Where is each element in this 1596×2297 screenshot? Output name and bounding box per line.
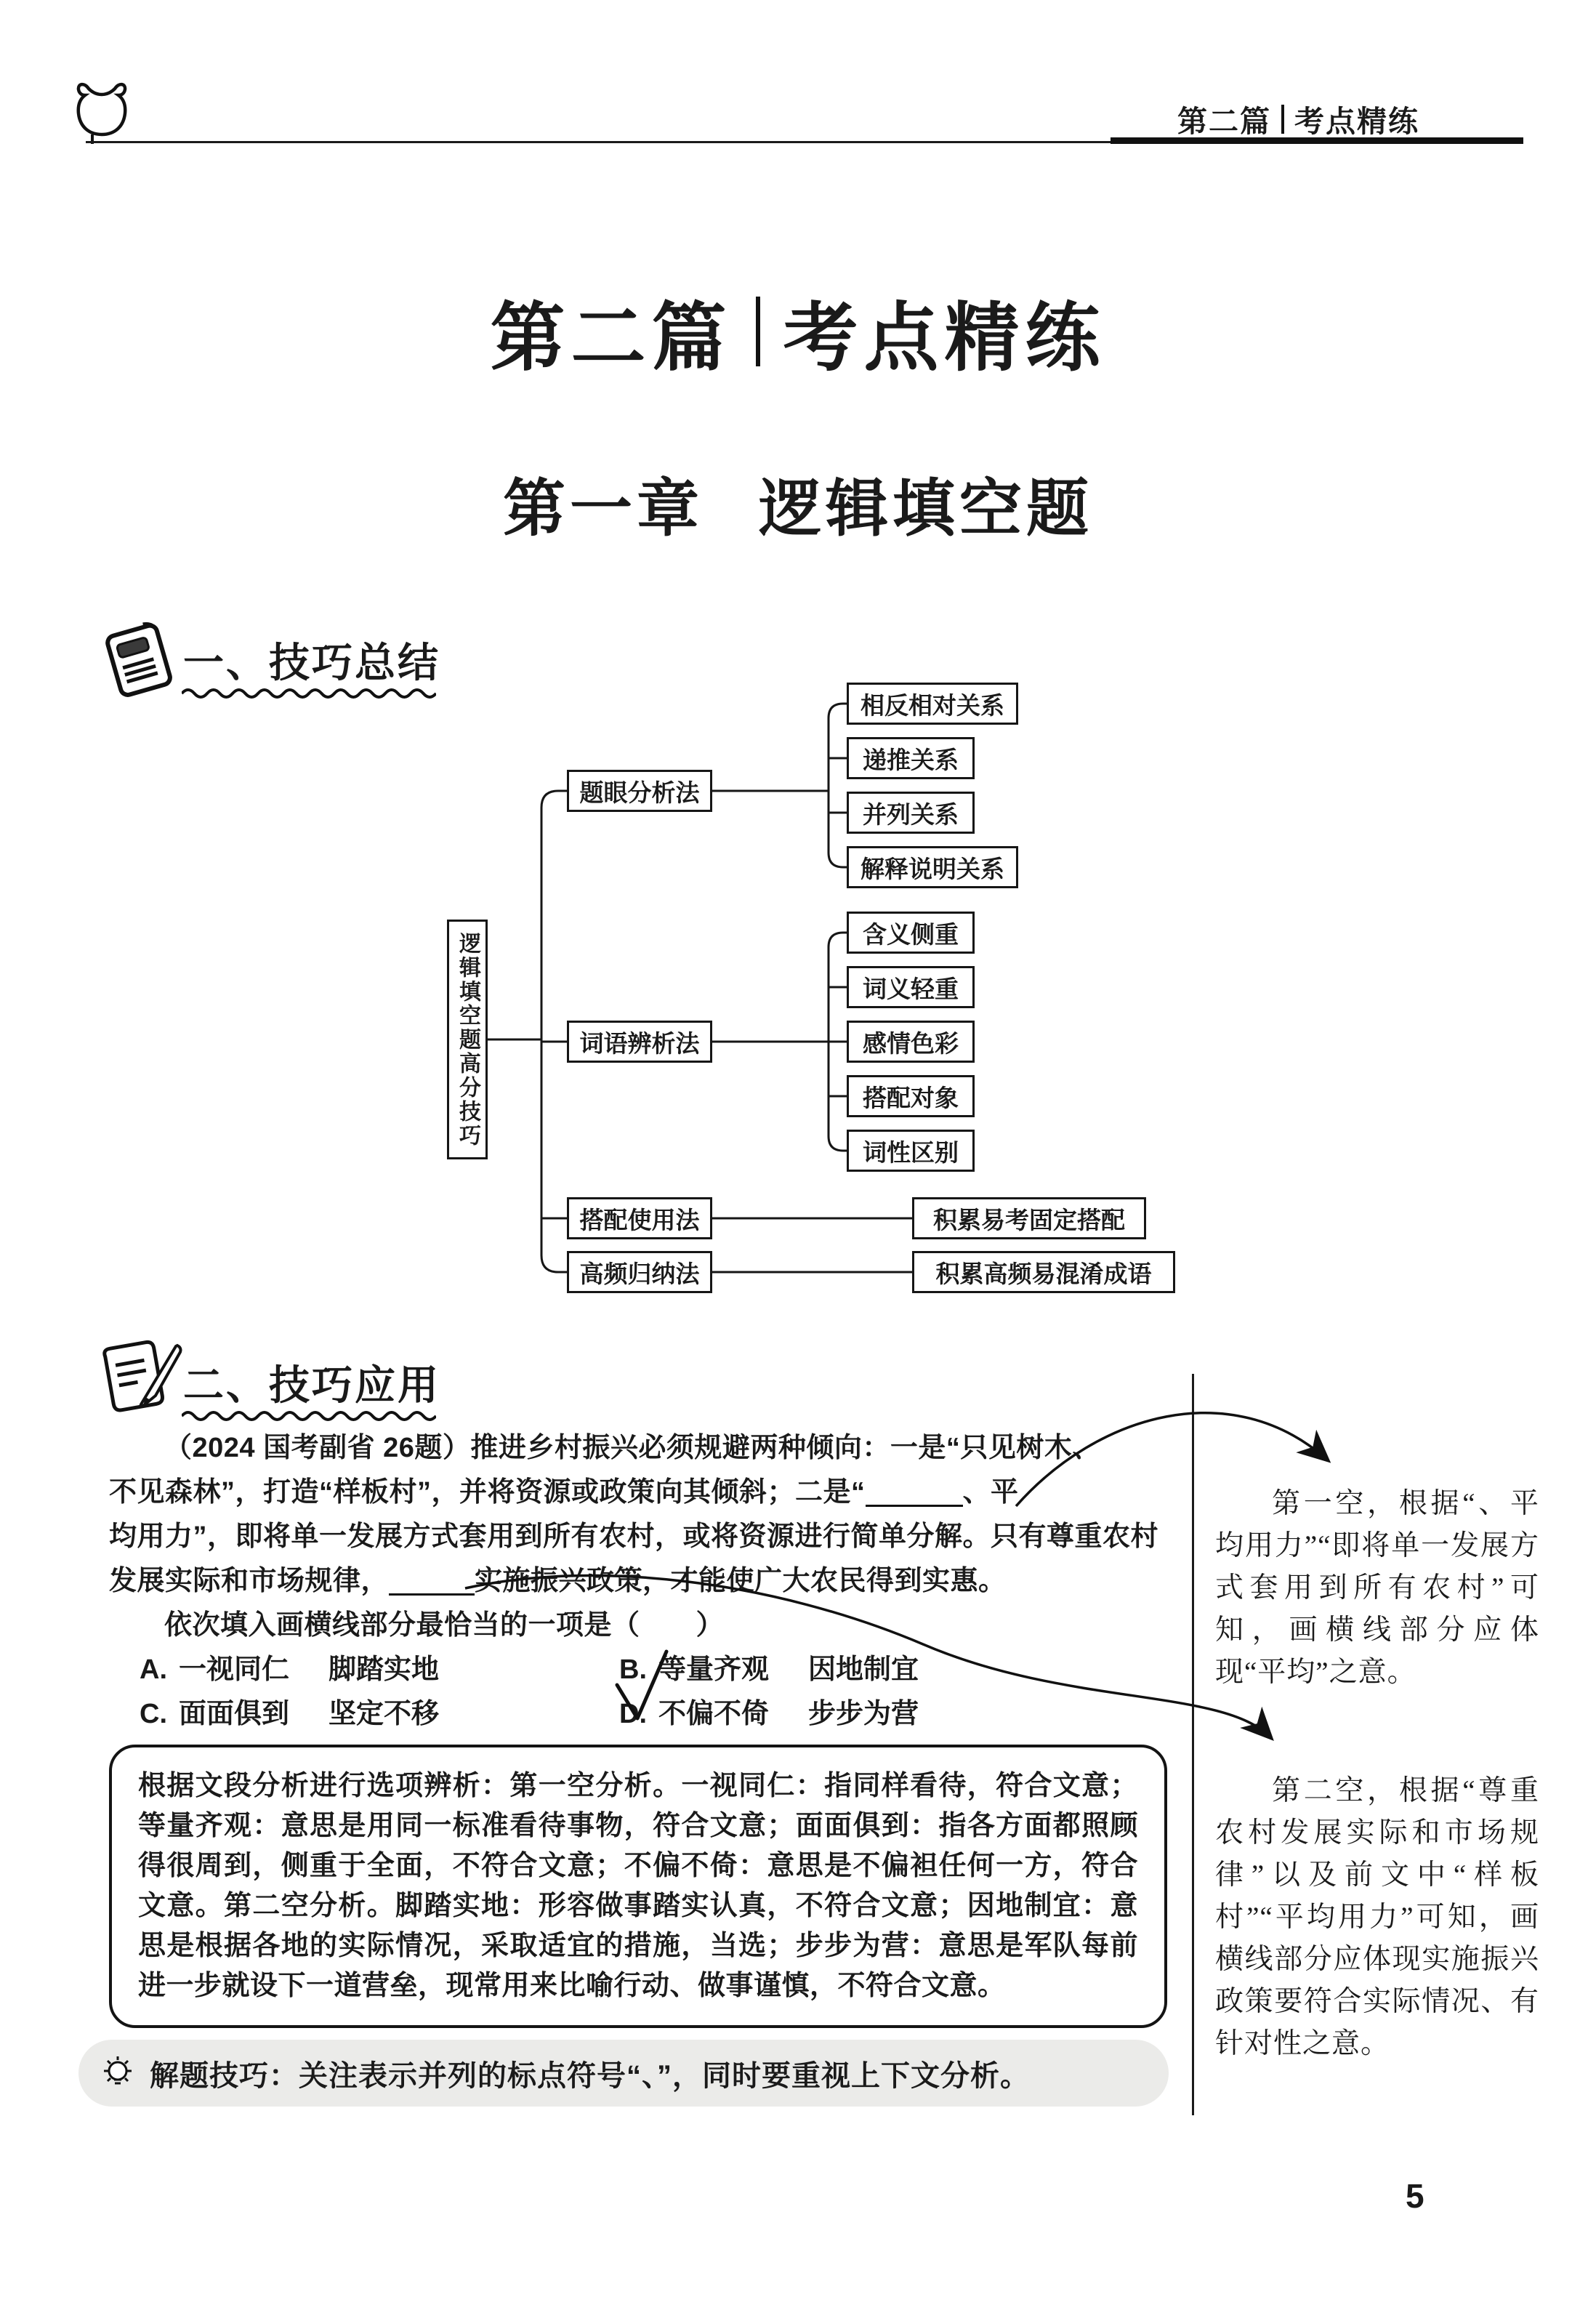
mindmap-leaf: 积累易考固定搭配 (912, 1197, 1146, 1239)
section2-wavy-underline (182, 1409, 436, 1423)
mindmap-leaf: 含义侧重 (847, 912, 975, 954)
running-head (1177, 97, 1419, 140)
tip-box (78, 2040, 1169, 2107)
margin-note-2: 第二空，根据“尊重农村发展实际和市场规律”以及前文中“样板村”“平均用力”可知，画横线部分应体现实施振兴政策要符合实际情况、有针对性之意。 (1215, 1775, 1539, 2059)
mindmap-branch: 题眼分析法 (567, 770, 712, 812)
mindmap-leaf: 并列关系 (847, 792, 975, 834)
page-ornament-icon (73, 79, 131, 145)
notebook-icon (96, 616, 183, 704)
mindmap-branch: 词语辨析法 (567, 1021, 712, 1063)
part-title (0, 278, 1596, 385)
pencil-note-icon (94, 1336, 185, 1420)
section1-wavy-underline (182, 686, 436, 701)
header-rule-thin (86, 141, 1112, 143)
mindmap-leaf: 相反相对关系 (847, 683, 1018, 725)
running-head-name: 考点精练 (1294, 105, 1419, 138)
blank-underline-1 (866, 1474, 963, 1507)
page-number: 5 (1406, 2177, 1424, 2215)
question-line: （2024 国考副省 26题）推进乡村振兴必须规避两种倾向：一是“只见树木、 (164, 1433, 1100, 1463)
question-prompt: 依次填入画横线部分最恰当的一项是（ ） (164, 1610, 725, 1641)
chapter-number: 第一章 (503, 474, 704, 544)
option-d: D. 不偏不倚 步步为营 (619, 1699, 919, 1729)
question-line: 不见森林”，打造“样板村”，并将资源或政策向其倾斜；二是“ 、平 (109, 1471, 1164, 1515)
section2-heading: 二、技巧应用 (183, 1362, 440, 1408)
option-a: A. 一视同仁 脚踏实地 (140, 1654, 440, 1685)
part-title-section: 第二篇 (490, 296, 733, 379)
chapter-title (0, 458, 1596, 548)
question-line: 发展实际和市场规律， 实施振兴政策，才能使广大农民得到实惠。 (109, 1559, 1164, 1604)
mindmap-leaf: 词性区别 (847, 1130, 975, 1172)
margin-note-1: 第一空，根据“、平均用力”“即将单一发展方式套用到所有农村”可知，画横线部分应体现“平均”之意。 (1215, 1488, 1539, 1688)
mindmap-branch: 搭配使用法 (567, 1197, 712, 1239)
lightbulb-icon (97, 2053, 138, 2093)
analysis-text: 根据文段分析进行选项辨析：第一空分析。一视同仁：指同样看待，符合文意；等量齐观：意思是用同一标准看待事物，符合文意；面面俱到：指各方面都照顾得很周到，侧重于全面，不符合文意；不偏不倚：意思是不偏袒任何一方，符合文意。第二空分析。脚踏实地：形容做事踏实认真，不符合文意；因地制宜：意思是根据各地的实际情况，采取适宜的措施，当选；步步为营：意思是军队每前进一步就设下一道营垒，现常用来比喻行动、做事谨慎，不符合文意。 (138, 1771, 1138, 2001)
margin-divider (1192, 1374, 1194, 2115)
mindmap-leaf: 搭配对象 (847, 1075, 975, 1117)
part-title-divider (756, 297, 760, 366)
mindmap-leaf: 递推关系 (847, 737, 975, 779)
blank-underline-2 (389, 1563, 475, 1596)
mindmap-branch: 高频归纳法 (567, 1251, 712, 1293)
mindmap-leaf: 解释说明关系 (847, 846, 1018, 888)
mindmap (436, 669, 1221, 1308)
mindmap-leaf: 积累高频易混淆成语 (912, 1251, 1175, 1293)
tip-text: 解题技巧：关注表示并列的标点符号“、”，同时要重视上下文分析。 (150, 2059, 1030, 2092)
analysis-box (109, 1745, 1167, 2028)
chapter-name: 逻辑填空题 (759, 474, 1093, 544)
running-head-divider (1281, 105, 1284, 134)
part-title-name: 考点精练 (783, 296, 1106, 379)
mindmap-leaf: 词义轻重 (847, 966, 975, 1008)
mindmap-root: 逻辑填空题高分技巧 (447, 920, 488, 1159)
question-line: 均用力”，即将单一发展方式套用到所有农村，或将资源进行简单分解。只有尊重农村 (109, 1521, 1159, 1552)
option-c: C. 面面俱到 坚定不移 (140, 1699, 440, 1729)
section1-heading: 一、技巧总结 (183, 640, 440, 685)
mindmap-leaf: 感情色彩 (847, 1021, 975, 1063)
running-head-section: 第二篇 (1177, 105, 1271, 138)
option-b: B. 等量齐观 因地制宜 (619, 1654, 919, 1685)
